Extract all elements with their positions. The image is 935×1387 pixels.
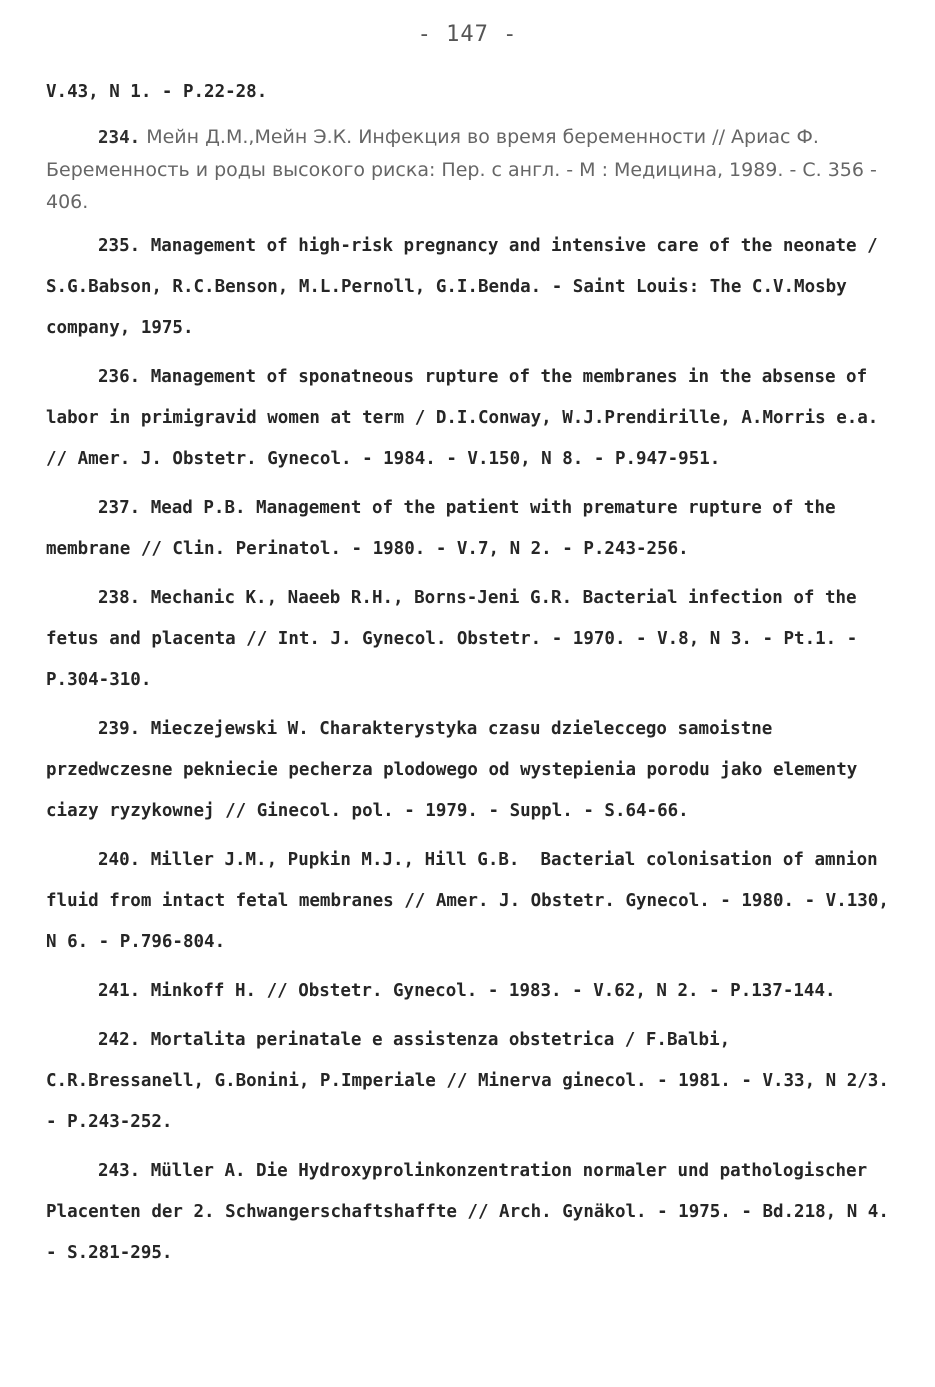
entry-number: 236. xyxy=(98,367,141,387)
bibliography-entry-237 xyxy=(46,488,896,570)
bibliography-list xyxy=(46,72,900,1274)
bibliography-entry-240 xyxy=(46,840,900,963)
bibliography-entry-236 xyxy=(46,357,896,480)
entry-number: 235. xyxy=(98,236,141,256)
page-number: - 147 - xyxy=(417,22,518,47)
entry-number: 237. xyxy=(98,498,141,518)
entry-number: 241. xyxy=(98,981,141,1001)
entry-number: 242. xyxy=(98,1030,141,1050)
entry-number: 243. xyxy=(98,1161,141,1181)
bibliography-entry-238 xyxy=(46,578,896,701)
entry-number: 234. xyxy=(98,128,141,148)
entry-text: Мейн Д.М.,Мейн Э.К. Инфекция во время беременности // Ариас Ф. Беременность и роды высокого риска: Пер. с англ. - М : Медицина, 1989. - С. 356 - 406. xyxy=(46,126,883,213)
bibliography-entry-241 xyxy=(46,971,896,1012)
entry-text: Müller A. Die Hydroxyprolinkonzentration normaler und pathologischer Placenten der 2. Schwangerschaftshaffte // Arch. Gynäkol. - 1975. - Bd.218, N 4. - S.281-295. xyxy=(46,1161,900,1263)
entry-text: Management of sponatneous rupture of the membranes in the absense of labor in primigravid women at term / D.I.Conway, W.J.Prendirille, A.Morris e.a. // Amer. J. Obstetr. Gynecol. - 1984. - V.150, N 8. - P.947-951. xyxy=(46,367,889,469)
entry-text: Management of high-risk pregnancy and intensive care of the neonate / S.G.Babson, R.C.Benson, M.L.Pernoll, G.I.Benda. - Saint Louis: The C.V.Mosby company, 1975. xyxy=(46,236,889,338)
entry-number: 240. xyxy=(98,850,141,870)
entry-text: Mechanic K., Naeeb R.H., Borns-Jeni G.R. Bacterial infection of the fetus and placenta // Int. J. Gynecol. Obstetr. - 1970. - V.8, N 3. - Pt.1. - P.304-310. xyxy=(46,588,868,690)
bibliography-entry-243 xyxy=(46,1151,900,1274)
entry-number: 238. xyxy=(98,588,141,608)
entry-text: Minkoff H. // Obstetr. Gynecol. - 1983. - V.62, N 2. - P.137-144. xyxy=(140,981,836,1001)
bibliography-entry-242 xyxy=(46,1020,900,1143)
entry-text: Miller J.M., Pupkin M.J., Hill G.B. Bacterial colonisation of amnion fluid from intact fetal membranes // Amer. J. Obstetr. Gynecol. - 1980. - V.130, N 6. - P.796-804. xyxy=(46,850,900,952)
bibliography-entry-235 xyxy=(46,226,896,349)
entry-text: Mead P.B. Management of the patient with premature rupture of the membrane // Clin. Perinatol. - 1980. - V.7, N 2. - P.243-256. xyxy=(46,498,847,559)
bibliography-entry-234 xyxy=(46,121,896,218)
entry-text: Mieczejewski W. Charakterystyka czasu dzieleccego samoistne przedwczesne pekniecie pecherza plodowego od wystepienia porodu jako elementy ciazy ryzykownej // Ginecol. pol. - 1979. - Suppl. - S.64-66. xyxy=(46,719,868,821)
bibliography-entry-239 xyxy=(46,709,896,832)
continued-entry-fragment: V.43, N 1. - P.22-28. xyxy=(46,82,268,102)
entry-text: Mortalita perinatale e assistenza obstetrica / F.Balbi, C.R.Bressanell, G.Bonini, P.Imperiale // Minerva ginecol. - 1981. - V.33, N 2/3. - P.243-252. xyxy=(46,1030,900,1132)
entry-number: 239. xyxy=(98,719,141,739)
